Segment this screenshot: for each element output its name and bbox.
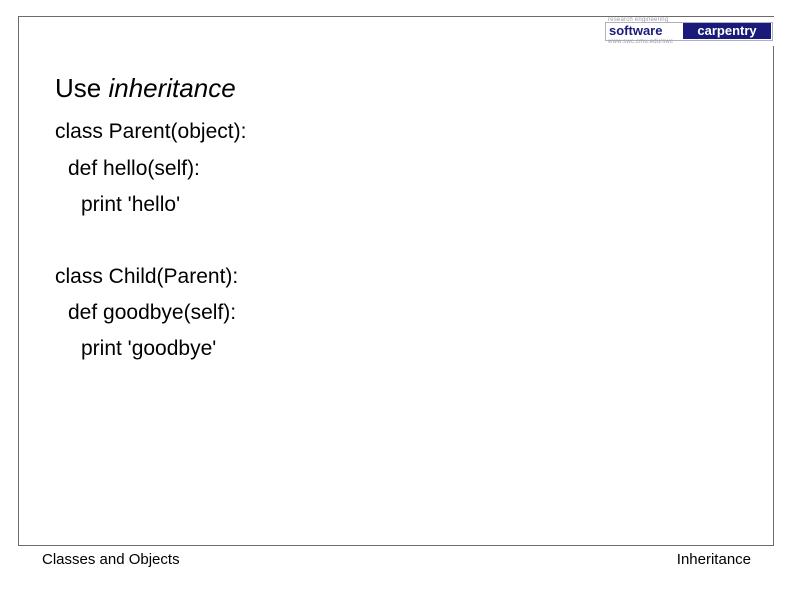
logo-tagline-bottom: www.swc.cmu.edu/swc <box>608 39 674 45</box>
code-line: print 'goodbye' <box>81 337 217 360</box>
code-line: def goodbye(self): <box>68 301 237 324</box>
code-line: class Child(Parent): <box>55 265 239 288</box>
footer-slide-topic: Inheritance <box>676 551 751 568</box>
code-line: print 'hello' <box>81 193 181 216</box>
code-line: class Parent(object): <box>55 120 247 143</box>
logo-tagline-top: research engineering <box>608 17 669 23</box>
footer-section-title: Classes and Objects <box>42 551 180 568</box>
logo-word-software: software <box>609 23 663 38</box>
software-carpentry-logo <box>605 17 774 46</box>
slide-title <box>55 72 236 104</box>
slide-title-plain: Use <box>55 73 109 103</box>
slide-title-italic: inheritance <box>108 73 236 103</box>
logo-word-carpentry: carpentry <box>683 23 771 39</box>
code-line: def hello(self): <box>68 157 200 180</box>
